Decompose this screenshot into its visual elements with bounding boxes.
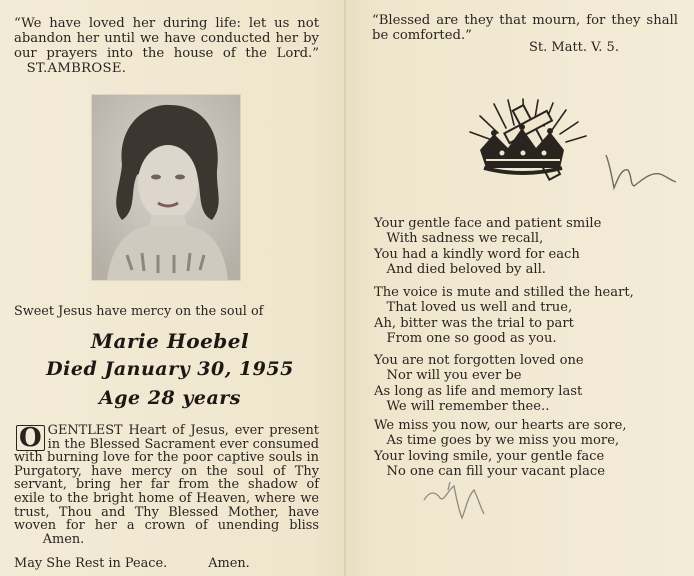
poem-stanza-2: The voice is mute and stilled the heart, That loved us well and true, Ah, bitter was the trial to part From one so good as you. (374, 285, 634, 346)
ambrose-quote (14, 16, 319, 76)
portrait-photo (92, 95, 240, 280)
prayer-text: GENTLEST Heart of Jesus, ever present in the Blessed Sacrament ever consumed with burning love for the poor captive souls in Purgatory, have mercy on the soul of Thy servant, bring her far from the shadow of exile to the bright home of Heaven, where we trust, Thou and Thy Blessed Mother, have woven for her a crown of unending bliss (14, 423, 319, 534)
poem-stanza-3: You are not forgotten loved one Nor will you ever be As long as life and memory last We will remember thee.. (374, 353, 584, 414)
rest-amen: Amen. (208, 556, 250, 571)
mercy-line: Sweet Jesus have mercy on the soul of (14, 304, 264, 319)
prayer-drop-cap: O (16, 425, 45, 451)
rest-in-peace (14, 556, 314, 571)
prayer-amen: Amen. (42, 531, 85, 547)
deceased-name: Marie Hoebel (90, 329, 250, 353)
ambrose-attribution: ST.AMBROSE. (26, 61, 127, 76)
ambrose-quote-text: “We have loved her during life: let us not abandon her until we have conducted her by our prayers into the house of the Lord.” (14, 16, 319, 61)
pencil-mark-icon (598, 150, 678, 195)
poem-stanza-4: We miss you now, our hearts are sore, As time goes by we miss you more, Your loving smile, your gentle face No one can fill your vacant place (374, 418, 627, 479)
age-line: Age 28 years (99, 387, 241, 409)
left-panel (0, 0, 344, 576)
rest-text: May She Rest in Peace. (14, 556, 168, 571)
poem-stanza-1: Your gentle face and patient smile With sadness we recall, You had a kindly word for each And died beloved by all. (374, 216, 602, 277)
death-date: Died January 30, 1955 (46, 358, 294, 380)
sacred-heart-prayer (14, 424, 319, 546)
matthew-quote-text: “Blessed are they that mourn, for they shall be comforted.” (372, 13, 678, 43)
matthew-quote (372, 13, 678, 55)
matthew-reference: St. Matt. V. 5. (529, 40, 619, 55)
crown-cross-icon (456, 98, 596, 188)
